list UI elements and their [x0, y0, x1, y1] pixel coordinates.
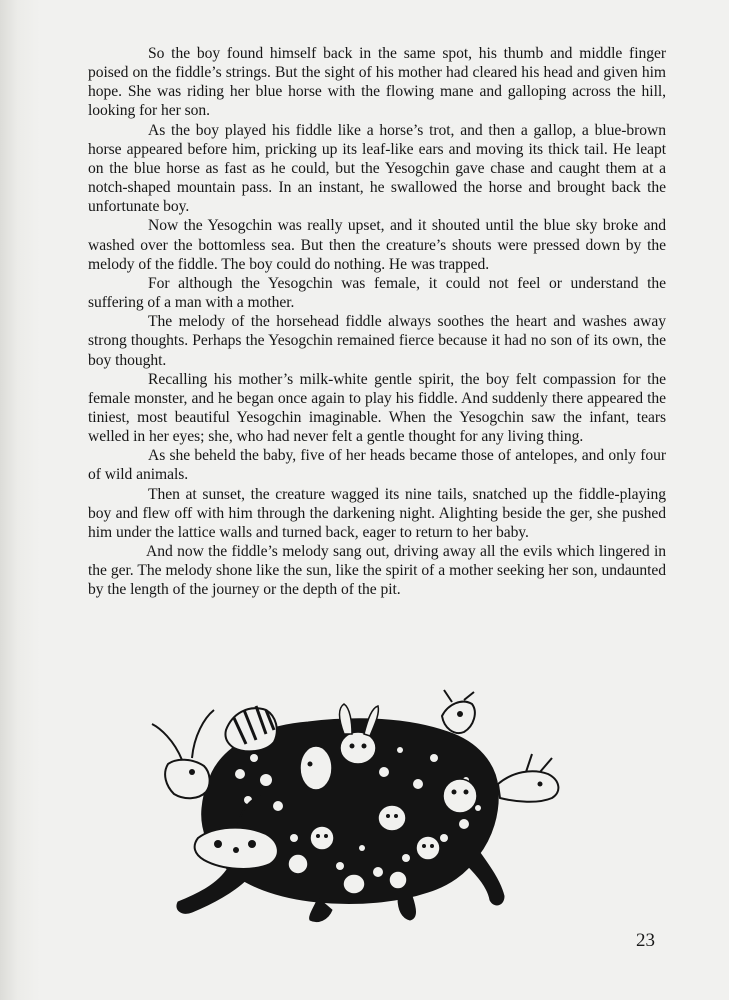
- story-text: [88, 44, 666, 600]
- paragraph-7: As she beheld the baby, five of her heads became those of antelopes, and only four of wild animals.: [88, 447, 666, 484]
- paragraph-5: The melody of the horsehead fiddle always soothes the heart and washes away strong thoughts. Perhaps the Yesogchin remained fierce because it had no son of its own, the boy thought.: [88, 313, 666, 369]
- paragraph-2: As the boy played his fiddle like a horse’s trot, and then a gallop, a blue-brown horse appeared before him, pricking up its leaf-like ears and moving its thick tail. He leapt on the blue horse as fast as he could, but the Yesogchin gave chase and caught them at a notch-shaped mountain pass. In an instant, he swallowed the horse and brought back the unfortunate boy.: [88, 121, 666, 216]
- paragraph-3: Now the Yesogchin was really upset, and it shouted until the blue sky broke and washed over the bottomless sea. But then the creature’s shouts were pressed down by the melody of the fiddle. The boy could do nothing. He was trapped.: [88, 217, 666, 273]
- nine-headed-monster-illustration-icon: [148, 688, 570, 924]
- paragraph-1: So the boy found himself back in the same spot, his thumb and middle finger poised on the fiddle’s strings. But the sight of his mother had cleared his head and given him hope. She was riding her blue horse with the flowing mane and galloping across the hill, looking for her son.: [88, 45, 666, 120]
- paragraph-6: Recalling his mother’s milk-white gentle spirit, the boy felt compassion for the female monster, and he began once again to play his fiddle. And suddenly there appeared the tiniest, most beautiful Yesogchin imaginable. When the Yesogchin saw the infant, tears welled in her eyes; she, who had never felt a gentle thought for any living thing.: [88, 370, 666, 446]
- paragraph-8: Then at sunset, the creature wagged its nine tails, snatched up the fiddle-playing boy and flew off with him through the darkening night. Alighting beside the ger, she pushed him under the lattice walls and turned back, eager to return to her baby.: [88, 485, 666, 541]
- paragraph-4: For although the Yesogchin was female, it could not feel or understand the suffering of a man with a mother.: [88, 274, 666, 312]
- paragraph-9: And now the fiddle’s melody sang out, driving away all the evils which lingered in the ger. The melody shone like the sun, like the spirit of a mother seeking her son, undaunted by the length of the journey or the depth of the pit.: [88, 543, 666, 599]
- page-number: 23: [636, 930, 655, 951]
